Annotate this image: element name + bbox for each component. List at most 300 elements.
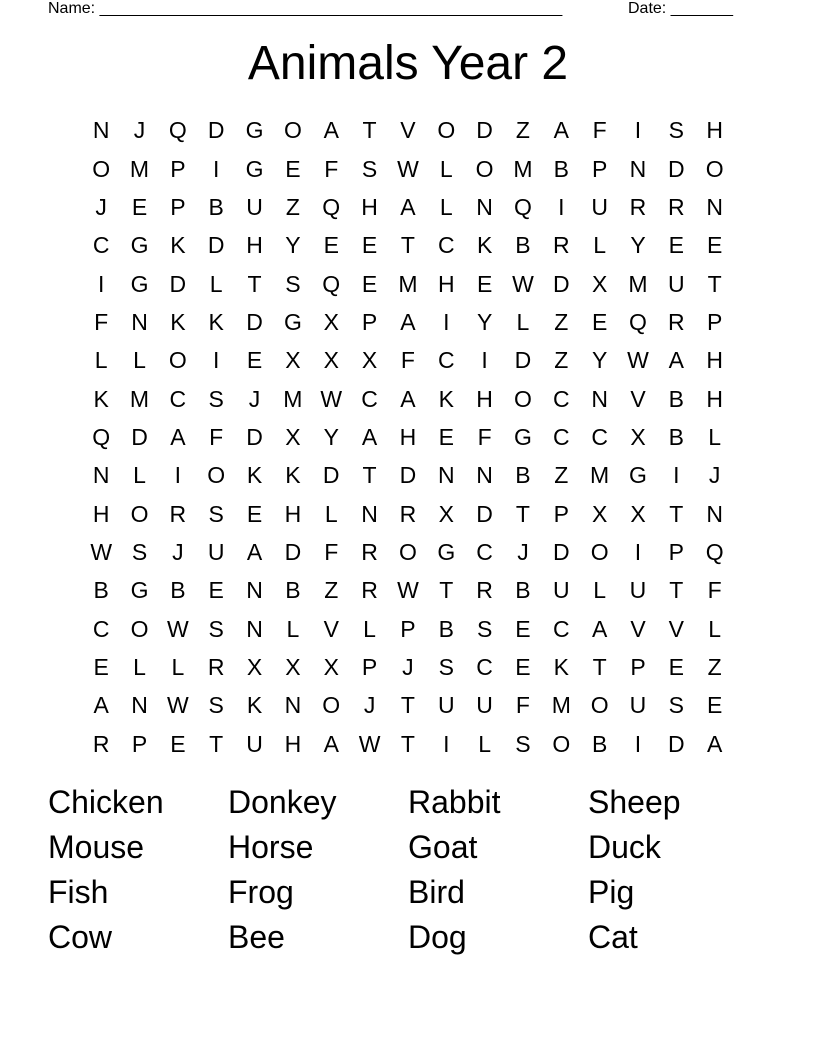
grid-letter: B (591, 730, 608, 757)
grid-letter: V (400, 117, 416, 144)
grid-letter: G (514, 423, 532, 450)
grid-letter: Y (323, 423, 339, 450)
grid-letter: I (634, 117, 642, 144)
grid-letter: L (324, 500, 338, 527)
grid-letter: U (476, 692, 493, 719)
grid-letter: J (517, 538, 529, 565)
grid-row (82, 226, 734, 264)
grid-letter: A (323, 117, 339, 144)
grid-letter: S (476, 615, 493, 642)
grid-letter: T (400, 232, 415, 259)
grid-letter: L (133, 347, 146, 374)
grid-letter: K (93, 385, 109, 412)
grid-letter: N (629, 155, 647, 182)
grid-letter: F (477, 423, 492, 450)
grid-letter: N (246, 615, 263, 642)
grid-letter: H (246, 232, 263, 259)
grid-letter: I (634, 730, 642, 757)
grid-letter: C (591, 423, 608, 450)
grid-letter: Q (92, 423, 111, 450)
grid-letter: V (323, 615, 339, 642)
word-bank-item: Cow (48, 919, 113, 955)
grid-letter: K (553, 653, 569, 680)
grid-letter: R (207, 653, 225, 680)
grid-letter: E (208, 577, 224, 604)
grid-letter: S (285, 270, 301, 297)
grid-row (82, 341, 734, 379)
grid-letter: X (323, 347, 339, 374)
grid-letter: J (402, 653, 414, 680)
grid-letter: D (552, 270, 570, 297)
grid-letter: S (131, 538, 148, 565)
word-bank (48, 782, 768, 962)
grid-letter: E (707, 232, 723, 259)
grid-letter: S (438, 653, 454, 680)
grid-letter: A (361, 423, 378, 450)
grid-letter: L (171, 653, 185, 680)
grid-letter: N (476, 462, 493, 489)
grid-letter: I (558, 193, 565, 220)
grid-letter: A (93, 692, 109, 719)
grid-letter: Z (554, 462, 569, 489)
grid-letter: O (130, 615, 149, 642)
grid-letter: Q (705, 538, 724, 565)
grid-letter: D (169, 270, 187, 297)
grid-letter: W (397, 577, 419, 604)
grid-letter: A (400, 308, 416, 335)
grid-letter: N (706, 193, 723, 220)
grid-letter: A (707, 730, 723, 757)
grid-row (82, 725, 734, 763)
grid-letter: E (170, 730, 186, 757)
grid-letter: L (593, 577, 607, 604)
grid-letter: D (668, 155, 685, 182)
grid-letter: I (97, 270, 105, 297)
word-bank-item: Mouse (48, 829, 145, 865)
grid-letter: R (361, 538, 378, 565)
grid-letter: F (515, 692, 530, 719)
grid-letter: R (668, 193, 685, 220)
grid-letter: U (207, 538, 225, 565)
grid-row (82, 533, 734, 571)
grid-letter: K (285, 462, 301, 489)
grid-letter: T (400, 692, 415, 719)
grid-letter: V (630, 615, 646, 642)
grid-letter: M (129, 155, 150, 182)
word-search-grid (82, 111, 734, 763)
grid-letter: A (170, 423, 186, 450)
grid-letter: H (284, 500, 302, 527)
word-bank-item: Fish (48, 874, 109, 910)
grid-letter: N (92, 117, 110, 144)
grid-letter: D (552, 538, 570, 565)
grid-letter: D (668, 730, 685, 757)
grid-letter: R (361, 577, 378, 604)
grid-letter: U (552, 577, 570, 604)
grid-letter: K (246, 692, 263, 719)
grid-letter: K (170, 308, 186, 335)
word-bank-item: Bird (408, 874, 465, 910)
grid-letter: E (285, 155, 301, 182)
grid-letter: B (668, 423, 684, 450)
grid-letter: W (627, 347, 649, 374)
grid-letter: O (552, 730, 571, 757)
grid-letter: M (513, 155, 533, 182)
grid-letter: W (90, 538, 113, 565)
date-field-label: Date: _______ (628, 0, 733, 17)
grid-letter: X (323, 308, 339, 335)
grid-letter: N (246, 577, 263, 604)
grid-letter: N (92, 462, 110, 489)
grid-letter: O (168, 347, 187, 374)
grid-letter: E (438, 423, 454, 450)
word-bank-item: Bee (228, 919, 285, 955)
grid-letter: T (707, 270, 722, 297)
grid-letter: C (476, 653, 493, 680)
grid-letter: B (515, 232, 531, 259)
grid-letter: O (130, 500, 149, 527)
grid-letter: M (398, 270, 418, 297)
grid-letter: E (246, 500, 263, 527)
grid-row (82, 494, 734, 532)
grid-letter: D (322, 462, 340, 489)
grid-letter: T (247, 270, 262, 297)
grid-letter: A (668, 347, 684, 374)
grid-letter: C (552, 615, 570, 642)
grid-letter: E (476, 270, 493, 297)
grid-letter: C (169, 385, 187, 412)
grid-letter: F (400, 347, 415, 374)
grid-row (82, 456, 734, 494)
grid-letter: A (400, 193, 416, 220)
grid-letter: H (92, 500, 110, 527)
grid-letter: N (437, 462, 455, 489)
grid-letter: R (629, 193, 647, 220)
word-bank-item: Donkey (228, 784, 337, 820)
grid-letter: X (591, 270, 608, 297)
grid-letter: I (481, 347, 488, 374)
grid-letter: W (512, 270, 534, 297)
grid-letter: B (438, 615, 454, 642)
grid-letter: Q (322, 270, 341, 297)
grid-letter: T (209, 730, 224, 757)
grid-letter: P (668, 538, 684, 565)
grid-letter: O (398, 538, 417, 565)
grid-letter: E (131, 193, 148, 220)
grid-letter: Q (514, 193, 532, 220)
grid-letter: P (170, 193, 186, 220)
grid-letter: D (476, 117, 493, 144)
grid-letter: W (167, 692, 189, 719)
grid-letter: H (399, 423, 417, 450)
grid-letter: E (93, 653, 109, 680)
grid-letter: L (133, 462, 146, 489)
grid-letter: K (246, 462, 263, 489)
grid-letter: R (399, 500, 417, 527)
grid-letter: L (478, 730, 491, 757)
grid-letter: Y (476, 308, 493, 335)
grid-letter: X (361, 347, 378, 374)
grid-letter: T (439, 577, 454, 604)
grid-letter: N (706, 500, 723, 527)
grid-letter: F (324, 538, 339, 565)
grid-letter: X (438, 500, 454, 527)
word-bank-item: Horse (228, 829, 314, 865)
word-bank-item: Cat (588, 919, 638, 955)
grid-letter: E (323, 232, 339, 259)
grid-letter: O (705, 155, 724, 182)
grid-letter: O (207, 462, 226, 489)
word-bank-item: Rabbit (408, 784, 501, 820)
grid-letter: E (361, 270, 378, 297)
word-bank-item: Pig (588, 874, 635, 910)
grid-letter: K (170, 232, 186, 259)
grid-letter: N (361, 500, 378, 527)
grid-letter: O (590, 538, 609, 565)
grid-letter: T (362, 462, 377, 489)
grid-letter: Z (515, 117, 530, 144)
grid-letter: G (130, 577, 149, 604)
grid-letter: R (476, 577, 493, 604)
grid-letter: G (130, 232, 149, 259)
grid-letter: C (552, 385, 570, 412)
grid-letter: G (629, 462, 647, 489)
grid-letter: O (590, 692, 609, 719)
grid-letter: H (284, 730, 302, 757)
grid-letter: R (169, 500, 187, 527)
grid-letter: F (94, 308, 109, 335)
grid-row (82, 648, 734, 686)
grid-letter: E (591, 308, 608, 335)
grid-letter: C (361, 385, 378, 412)
grid-letter: K (476, 232, 493, 259)
grid-letter: S (208, 385, 224, 412)
grid-letter: O (322, 692, 341, 719)
grid-letter: W (358, 730, 381, 757)
grid-letter: X (323, 653, 339, 680)
grid-letter: J (172, 538, 184, 565)
grid-letter: E (361, 232, 378, 259)
grid-letter: P (361, 653, 378, 680)
grid-letter: P (630, 653, 646, 680)
grid-letter: T (400, 730, 415, 757)
grid-letter: B (285, 577, 301, 604)
grid-letter: G (437, 538, 456, 565)
grid-letter: P (400, 615, 416, 642)
grid-letter: U (246, 730, 263, 757)
grid-letter: G (130, 270, 149, 297)
grid-row (82, 379, 734, 417)
grid-letter: Y (285, 232, 301, 259)
grid-letter: U (629, 692, 647, 719)
name-date-header (48, 0, 733, 19)
grid-row (82, 571, 734, 609)
grid-letter: B (170, 577, 186, 604)
grid-letter: L (94, 347, 108, 374)
name-field-label: Name: ____________________________________________________ (48, 0, 563, 17)
grid-letter: Z (324, 577, 339, 604)
grid-row (82, 303, 734, 341)
grid-letter: U (246, 193, 263, 220)
grid-letter: Q (629, 308, 647, 335)
grid-letter: P (707, 308, 723, 335)
grid-letter: F (707, 577, 722, 604)
grid-letter: L (439, 155, 453, 182)
grid-letter: W (397, 155, 419, 182)
grid-letter: M (628, 270, 648, 297)
grid-letter: M (283, 385, 303, 412)
grid-letter: B (668, 385, 684, 412)
grid-letter: L (286, 615, 300, 642)
grid-letter: N (591, 385, 608, 412)
grid-letter: A (591, 615, 608, 642)
grid-letter: T (515, 500, 530, 527)
grid-letter: A (553, 117, 569, 144)
grid-letter: B (553, 155, 569, 182)
grid-letter: B (515, 462, 531, 489)
grid-letter: C (437, 347, 455, 374)
grid-letter: Q (322, 193, 341, 220)
grid-row (82, 686, 734, 724)
grid-letter: I (673, 462, 680, 489)
grid-letter: V (668, 615, 684, 642)
grid-letter: F (209, 423, 224, 450)
grid-letter: H (706, 347, 723, 374)
grid-letter: K (208, 308, 224, 335)
word-bank-item: Chicken (48, 784, 164, 820)
grid-letter: G (245, 117, 264, 144)
grid-letter: V (630, 385, 646, 412)
grid-letter: L (708, 423, 722, 450)
grid-letter: D (246, 423, 263, 450)
grid-row (82, 264, 734, 302)
grid-letter: U (437, 692, 455, 719)
grid-letter: H (476, 385, 493, 412)
grid-letter: S (208, 500, 224, 527)
grid-letter: C (476, 538, 493, 565)
grid-letter: T (592, 653, 607, 680)
grid-letter: H (706, 385, 723, 412)
grid-letter: P (170, 155, 186, 182)
grid-letter: B (515, 577, 531, 604)
grid-letter: C (92, 232, 110, 259)
grid-letter: U (668, 270, 685, 297)
grid-letter: Q (168, 117, 187, 144)
grid-row (82, 149, 734, 187)
grid-letter: I (174, 462, 182, 489)
grid-letter: D (514, 347, 532, 374)
grid-letter: H (437, 270, 455, 297)
grid-letter: E (515, 615, 531, 642)
grid-letter: Z (285, 193, 300, 220)
grid-letter: W (320, 385, 343, 412)
grid-letter: U (591, 193, 608, 220)
grid-letter: C (437, 232, 455, 259)
grid-letter: Z (554, 347, 569, 374)
grid-letter: O (283, 117, 302, 144)
grid-letter: Y (630, 232, 646, 259)
grid-letter: O (475, 155, 494, 182)
grid-letter: X (285, 423, 301, 450)
grid-letter: C (552, 423, 570, 450)
grid-letter: I (213, 347, 220, 374)
grid-row (82, 609, 734, 647)
grid-letter: E (707, 692, 723, 719)
grid-letter: T (362, 117, 377, 144)
grid-letter: P (591, 155, 608, 182)
grid-letter: I (213, 155, 220, 182)
grid-letter: A (323, 730, 339, 757)
grid-letter: W (167, 615, 189, 642)
grid-letter: N (131, 308, 148, 335)
grid-letter: T (669, 500, 684, 527)
grid-letter: Z (554, 308, 569, 335)
grid-letter: Z (707, 653, 722, 680)
grid-letter: N (284, 692, 302, 719)
grid-letter: S (208, 615, 224, 642)
grid-letter: L (133, 653, 146, 680)
grid-letter: L (209, 270, 223, 297)
grid-letter: P (553, 500, 569, 527)
grid-letter: M (590, 462, 610, 489)
grid-letter: T (669, 577, 684, 604)
grid-letter: S (668, 692, 684, 719)
page-title: Animals Year 2 (247, 37, 569, 90)
grid-letter: J (248, 385, 261, 412)
grid-letter: S (361, 155, 378, 182)
grid-letter: X (630, 500, 646, 527)
grid-letter: I (443, 308, 450, 335)
grid-letter: G (245, 155, 264, 182)
grid-letter: D (207, 117, 225, 144)
grid-letter: H (361, 193, 378, 220)
grid-letter: F (324, 155, 339, 182)
word-bank-item: Goat (408, 829, 478, 865)
grid-letter: N (131, 692, 148, 719)
grid-letter: L (363, 615, 376, 642)
grid-letter: A (246, 538, 263, 565)
grid-letter: Y (591, 347, 608, 374)
grid-letter: D (207, 232, 225, 259)
grid-letter: P (131, 730, 148, 757)
grid-letter: X (591, 500, 608, 527)
word-bank-item: Frog (228, 874, 294, 910)
grid-letter: X (285, 347, 301, 374)
grid-letter: R (92, 730, 110, 757)
grid-letter: X (285, 653, 301, 680)
grid-letter: U (629, 577, 647, 604)
grid-letter: S (668, 117, 684, 144)
grid-letter: C (92, 615, 110, 642)
grid-letter: D (131, 423, 148, 450)
grid-letter: A (400, 385, 416, 412)
grid-letter: F (592, 117, 607, 144)
grid-letter: I (443, 730, 450, 757)
grid-letter: M (551, 692, 571, 719)
grid-row (82, 111, 734, 149)
grid-letter: N (476, 193, 493, 220)
grid-letter: J (708, 462, 721, 489)
word-bank-item: Sheep (588, 784, 681, 820)
word-bank-item: Duck (588, 829, 661, 865)
grid-letter: L (593, 232, 607, 259)
grid-letter: S (208, 692, 224, 719)
grid-letter: R (552, 232, 570, 259)
grid-letter: E (668, 653, 684, 680)
grid-letter: B (93, 577, 109, 604)
grid-letter: J (133, 117, 146, 144)
grid-letter: L (439, 193, 453, 220)
